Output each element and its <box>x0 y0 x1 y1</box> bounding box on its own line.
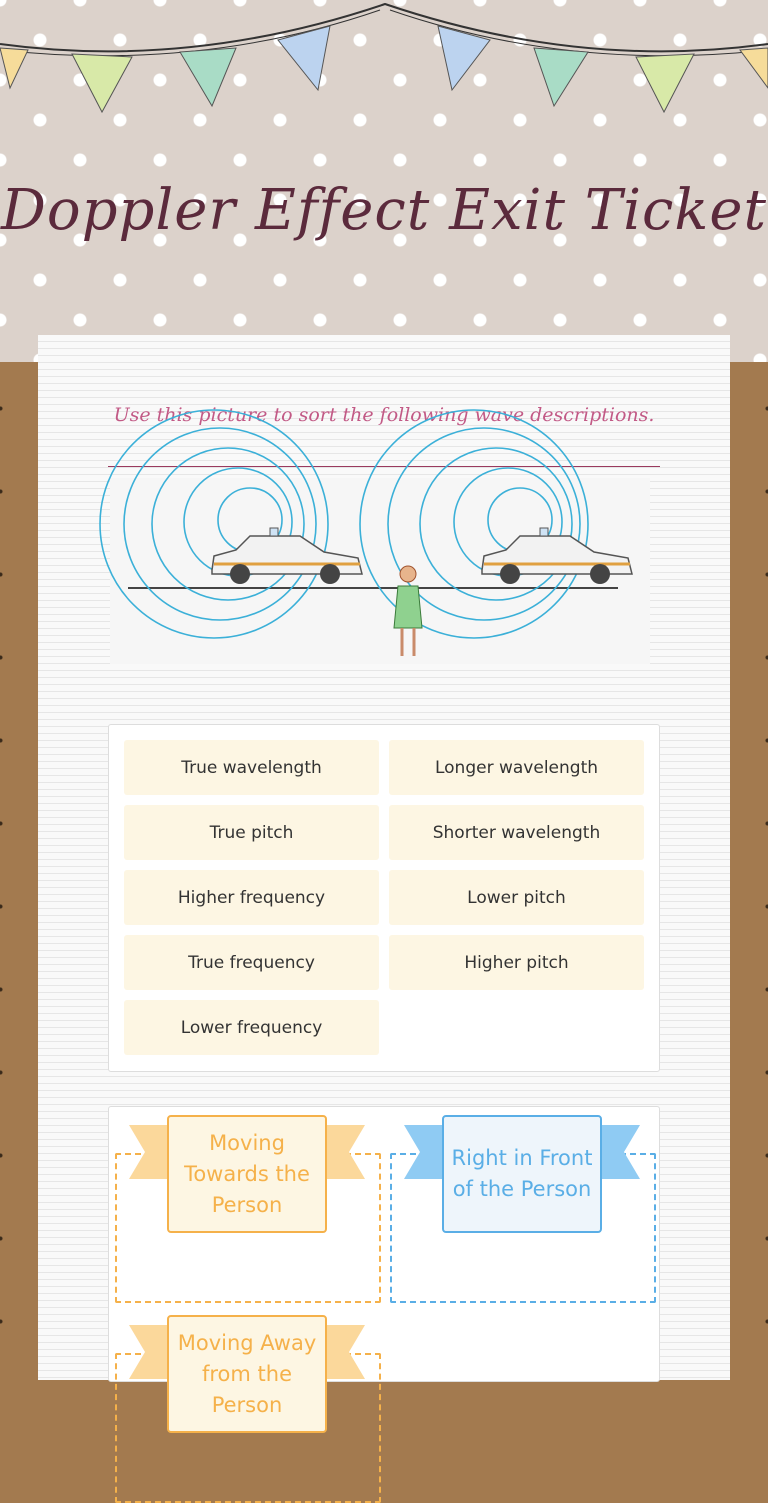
bunting-decoration <box>0 0 768 130</box>
police-car-right <box>482 528 632 584</box>
page-title: Doppler Effect Exit Ticket <box>1 178 767 243</box>
sort-card[interactable]: Longer wavelength <box>389 740 644 795</box>
sort-card[interactable]: True frequency <box>124 935 379 990</box>
sort-card[interactable]: Higher frequency <box>124 870 379 925</box>
sort-card[interactable]: True pitch <box>124 805 379 860</box>
sort-card[interactable]: Shorter wavelength <box>389 805 644 860</box>
card-bank <box>108 724 660 1072</box>
instruction-divider <box>108 466 660 467</box>
sort-card[interactable]: True wavelength <box>124 740 379 795</box>
sort-card[interactable]: Higher pitch <box>389 935 644 990</box>
category-label-towards: Moving Towards the Person <box>167 1115 327 1233</box>
category-label-away: Moving Away from the Person <box>167 1315 327 1433</box>
category-area <box>108 1106 660 1417</box>
sort-card[interactable]: Lower pitch <box>389 870 644 925</box>
instruction-text: Use this picture to sort the following wave descriptions. <box>113 404 655 426</box>
girl-figure <box>394 566 422 656</box>
police-car-left <box>212 528 362 584</box>
sort-card[interactable]: Lower frequency <box>124 1000 379 1055</box>
category-label-front: Right in Front of the Person <box>442 1115 602 1233</box>
doppler-illustration <box>110 478 650 664</box>
